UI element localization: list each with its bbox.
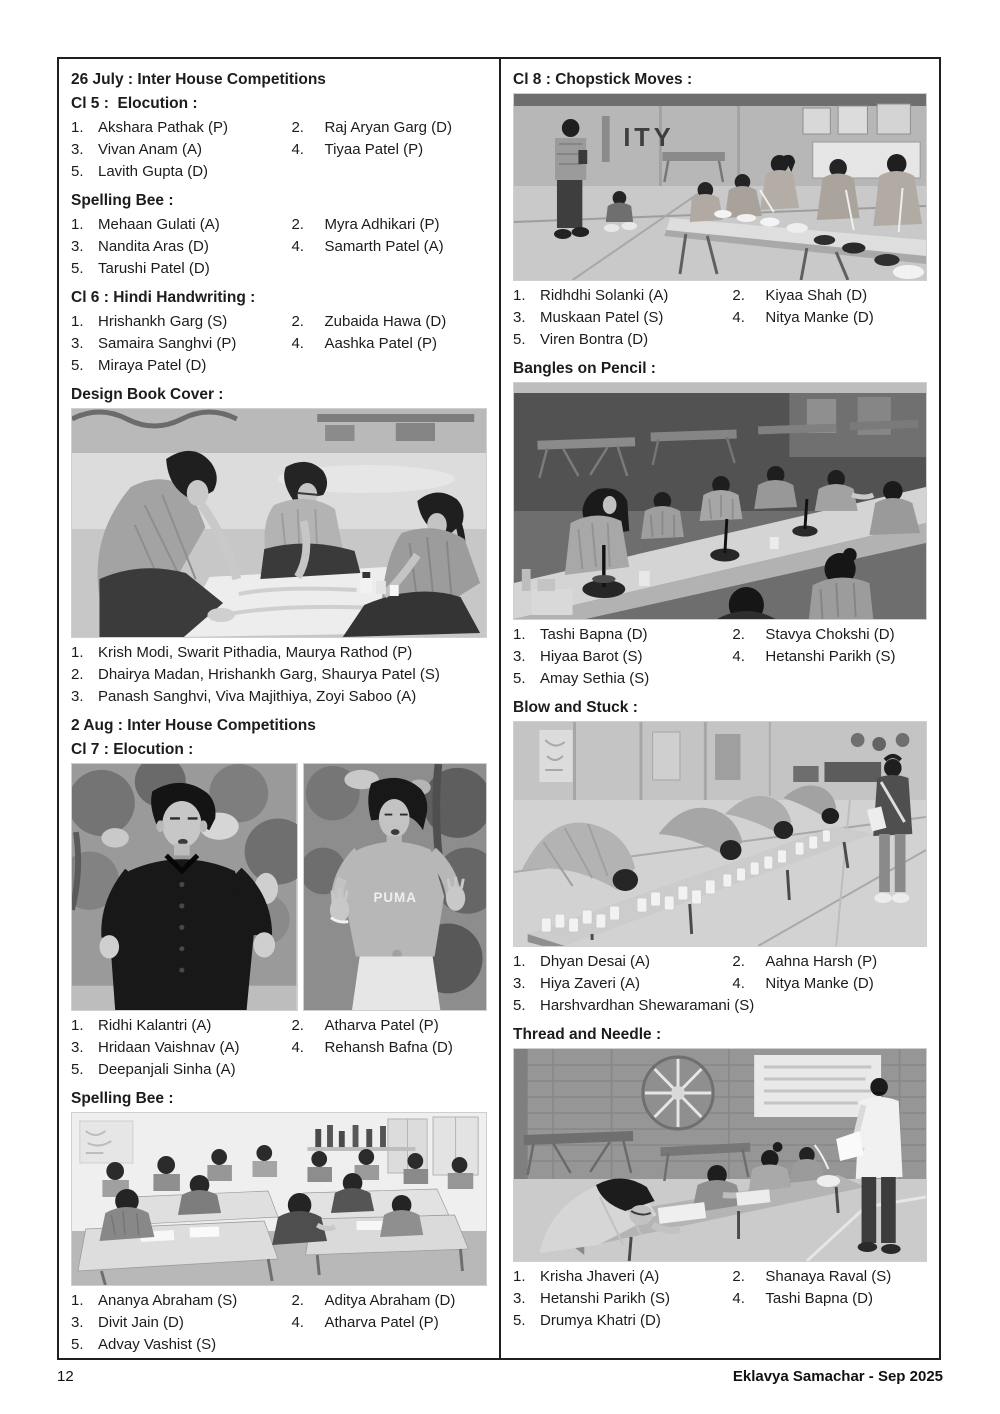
winner-number: 3.: [71, 141, 84, 158]
winner-number: 2.: [732, 287, 745, 304]
winner-name: Advay Vashist (S): [98, 1336, 217, 1353]
winner-entry: [71, 161, 291, 183]
cl5-elocution-winners: [71, 117, 487, 183]
heading-cl7-elocution: Cl 7 : Elocution :: [71, 741, 194, 758]
winner-number: 4.: [291, 141, 304, 158]
winner-name: Raj Aryan Garg (D): [324, 119, 453, 136]
winner-name: Akshara Pathak (P): [98, 119, 229, 136]
winner-number: 2.: [71, 666, 84, 683]
winner-number: 4.: [732, 309, 745, 326]
winner-name: Aahna Harsh (P): [765, 953, 878, 970]
winner-number: 5.: [513, 670, 526, 687]
cl6-hindi-winners: [71, 311, 487, 377]
winner-number: 4.: [291, 1314, 304, 1331]
photo-pair-cl7-elocution: [71, 763, 487, 1011]
winner-entry: [732, 307, 927, 329]
winner-entry: [513, 1266, 732, 1288]
heading-26-july: 26 July : Inter House Competitions: [71, 71, 326, 88]
winner-entry: [291, 214, 487, 236]
winner-name: Nitya Manke (D): [765, 309, 874, 326]
winner-name: Harshvardhan Shewaramani (S): [540, 997, 755, 1014]
heading-spelling-bee-cl5: Spelling Bee :: [71, 192, 174, 209]
winner-number: 1.: [71, 119, 84, 136]
winner-entry: [71, 236, 291, 258]
winner-name: Tiyaa Patel (P): [324, 141, 424, 158]
winner-entry: [291, 333, 487, 355]
winner-entry: [513, 646, 732, 668]
winner-name: Ananya Abraham (S): [98, 1292, 238, 1309]
winner-entry: [291, 1015, 487, 1037]
winner-entry: [71, 139, 291, 161]
heading-cl5-elocution: Cl 5 : Elocution :: [71, 95, 198, 112]
design-book-cover-winners: [71, 642, 487, 708]
winner-entry: [71, 355, 291, 377]
photo-blow-and-stuck: [513, 721, 927, 947]
winner-number: 3.: [513, 975, 526, 992]
cl7-elocution-winners: [71, 1015, 487, 1081]
winner-name: Miraya Patel (D): [98, 357, 207, 374]
winner-name: Ridhdhi Solanki (A): [540, 287, 669, 304]
winner-entry: [732, 951, 927, 973]
winner-name: Hiyaa Barot (S): [540, 648, 643, 665]
winner-entry: [71, 311, 291, 333]
winner-number: 5.: [71, 1061, 84, 1078]
winner-entry: [291, 1312, 487, 1334]
photo-bangles-on-pencil: [513, 382, 927, 620]
winner-entry: [71, 214, 291, 236]
winner-entry: [71, 686, 487, 708]
photo-elocution-girl: [303, 763, 487, 1011]
winner-number: 4.: [732, 975, 745, 992]
winner-name: Divit Jain (D): [98, 1314, 184, 1331]
thread-winners: [513, 1266, 927, 1332]
heading-cl8-chopstick: Cl 8 : Chopstick Moves :: [513, 71, 693, 88]
winner-number: 3.: [513, 309, 526, 326]
winner-entry: [732, 646, 927, 668]
winner-number: 5.: [71, 357, 84, 374]
winner-name: Hridaan Vaishnav (A): [98, 1039, 240, 1056]
winner-name: Samarth Patel (A): [324, 238, 444, 255]
winner-name: Aashka Patel (P): [324, 335, 438, 352]
winner-entry: [71, 1312, 291, 1334]
winner-entry: [513, 668, 732, 690]
winner-entry: [513, 1288, 732, 1310]
winner-number: 3.: [71, 335, 84, 352]
winner-name: Panash Sanghvi, Viva Majithiya, Zoyi Saboo (A): [98, 688, 417, 705]
cl8-chopstick-winners: [513, 285, 927, 351]
heading-blow-and-stuck: Blow and Stuck :: [513, 699, 638, 716]
winner-name: Stavya Chokshi (D): [765, 626, 895, 643]
winner-entry: [732, 1288, 927, 1310]
page-footer: [57, 1368, 943, 1385]
winner-name: Tashi Bapna (D): [765, 1290, 873, 1307]
winner-entry: [513, 951, 732, 973]
winner-name: Myra Adhikari (P): [324, 216, 440, 233]
winner-name: Hetanshi Parikh (S): [540, 1290, 671, 1307]
winner-number: 2.: [291, 216, 304, 233]
heading-cl6-hindi: Cl 6 : Hindi Handwriting :: [71, 289, 256, 306]
cl5-spelling-winners: [71, 214, 487, 280]
winner-number: 5.: [71, 260, 84, 277]
winner-number: 3.: [71, 688, 84, 705]
winner-name: Samaira Sanghvi (P): [98, 335, 237, 352]
winner-entry: [291, 117, 487, 139]
winner-entry: [291, 236, 487, 258]
blow-winners: [513, 951, 927, 1017]
winner-entry: [732, 973, 927, 995]
winner-name: Viren Bontra (D): [540, 331, 649, 348]
winner-entry: [71, 1290, 291, 1312]
winner-name: Tarushi Patel (D): [98, 260, 210, 277]
winner-name: Vivan Anam (A): [98, 141, 202, 158]
winner-entry: [71, 1059, 291, 1081]
winner-number: 1.: [71, 1017, 84, 1034]
winner-entry: [71, 664, 487, 686]
winner-name: Shanaya Raval (S): [765, 1268, 892, 1285]
winner-number: 5.: [71, 163, 84, 180]
winner-number: 3.: [71, 238, 84, 255]
bangles-winners: [513, 624, 927, 690]
winner-name: Ridhi Kalantri (A): [98, 1017, 212, 1034]
winner-name: Hetanshi Parikh (S): [765, 648, 896, 665]
winner-number: 5.: [513, 997, 526, 1014]
winner-number: 2.: [732, 626, 745, 643]
winner-number: 1.: [513, 287, 526, 304]
winner-number: 2.: [732, 953, 745, 970]
winner-number: 5.: [513, 331, 526, 348]
winner-number: 3.: [513, 1290, 526, 1307]
winner-entry: [291, 1290, 487, 1312]
winner-entry: [513, 307, 732, 329]
winner-entry: [513, 624, 732, 646]
winner-name: Lavith Gupta (D): [98, 163, 209, 180]
right-column: [499, 59, 939, 1358]
winner-entry: [291, 1037, 487, 1059]
winner-entry: [513, 995, 755, 1017]
winner-entry: [71, 258, 291, 280]
winner-name: Kiyaa Shah (D): [765, 287, 868, 304]
winner-number: 4.: [291, 1039, 304, 1056]
cl7-spelling-winners: [71, 1290, 487, 1356]
photo-chopstick-moves: [513, 93, 927, 281]
winner-name: Atharva Patel (P): [324, 1017, 439, 1034]
heading-2-aug: 2 Aug : Inter House Competitions: [71, 717, 316, 734]
winner-name: Amay Sethia (S): [540, 670, 650, 687]
winner-number: 2.: [291, 119, 304, 136]
winner-name: Drumya Khatri (D): [540, 1312, 661, 1329]
heading-spelling-bee-cl7: Spelling Bee :: [71, 1090, 174, 1107]
winner-entry: [513, 285, 732, 307]
winner-number: 1.: [71, 216, 84, 233]
winner-number: 1.: [513, 626, 526, 643]
winner-number: 5.: [513, 1312, 526, 1329]
winner-entry: [291, 139, 487, 161]
heading-bangles-on-pencil: Bangles on Pencil :: [513, 360, 656, 377]
winner-entry: [513, 329, 732, 351]
winner-name: Muskaan Patel (S): [540, 309, 664, 326]
winner-name: Zubaida Hawa (D): [324, 313, 447, 330]
svg-text:PUMA: PUMA: [373, 889, 417, 906]
winner-number: 2.: [732, 1268, 745, 1285]
winner-entry: [71, 1037, 291, 1059]
winner-entry: [71, 117, 291, 139]
winner-entry: [71, 1334, 291, 1356]
page-number: 12: [57, 1368, 74, 1385]
winner-number: 2.: [291, 1017, 304, 1034]
winner-number: 3.: [513, 648, 526, 665]
winner-number: 3.: [71, 1039, 84, 1056]
content-frame: [57, 57, 941, 1360]
winner-number: 5.: [71, 1336, 84, 1353]
winner-entry: [732, 1266, 927, 1288]
winner-entry: [732, 624, 927, 646]
winner-name: Rehansh Bafna (D): [324, 1039, 453, 1056]
winner-name: Dhyan Desai (A): [540, 953, 651, 970]
winner-name: Atharva Patel (P): [324, 1314, 439, 1331]
winner-name: Hiya Zaveri (A): [540, 975, 641, 992]
winner-number: 4.: [732, 648, 745, 665]
photo-design-book-cover: [71, 408, 487, 638]
left-column: [59, 59, 499, 1358]
winner-entry: [71, 333, 291, 355]
photo-spelling-bee-classroom: [71, 1112, 487, 1286]
winner-entry: [513, 1310, 732, 1332]
winner-number: 1.: [513, 1268, 526, 1285]
winner-entry: [71, 642, 487, 664]
winner-name: Deepanjali Sinha (A): [98, 1061, 236, 1078]
winner-name: Krisha Jhaveri (A): [540, 1268, 660, 1285]
winner-number: 1.: [71, 644, 84, 661]
winner-name: Nitya Manke (D): [765, 975, 874, 992]
winner-entry: [291, 311, 487, 333]
winner-number: 1.: [71, 1292, 84, 1309]
winner-number: 1.: [71, 313, 84, 330]
winner-name: Aditya Abraham (D): [324, 1292, 456, 1309]
winner-number: 4.: [291, 335, 304, 352]
winner-number: 4.: [291, 238, 304, 255]
winner-entry: [513, 973, 732, 995]
winner-number: 1.: [513, 953, 526, 970]
winner-name: Nandita Aras (D): [98, 238, 209, 255]
heading-thread-and-needle: Thread and Needle :: [513, 1026, 662, 1043]
winner-number: 3.: [71, 1314, 84, 1331]
svg-text:ITY: ITY: [623, 123, 675, 153]
winner-name: Hrishankh Garg (S): [98, 313, 228, 330]
winner-name: Mehaan Gulati (A): [98, 216, 220, 233]
winner-entry: [71, 1015, 291, 1037]
winner-name: Dhairya Madan, Hrishankh Garg, Shaurya Patel (S): [98, 666, 440, 683]
winner-entry: [732, 285, 927, 307]
heading-design-book-cover: Design Book Cover :: [71, 386, 224, 403]
winner-name: Tashi Bapna (D): [540, 626, 648, 643]
photo-thread-and-needle: [513, 1048, 927, 1262]
winner-number: 2.: [291, 1292, 304, 1309]
photo-elocution-boy: [71, 763, 298, 1011]
winner-number: 4.: [732, 1290, 745, 1307]
winner-number: 2.: [291, 313, 304, 330]
issue-label: Eklavya Samachar - Sep 2025: [732, 1368, 943, 1385]
winner-name: Krish Modi, Swarit Pithadia, Maurya Rathod (P): [98, 644, 413, 661]
